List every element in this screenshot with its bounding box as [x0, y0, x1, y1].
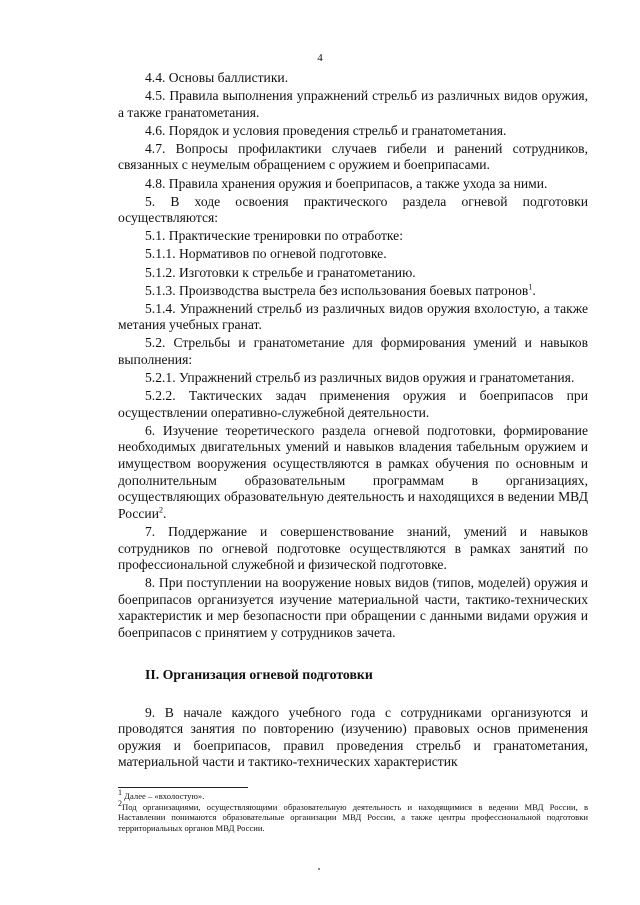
paragraph: 5. В ходе освоения практического раздела огневой подготовки осуществляются:: [118, 193, 588, 226]
paragraph: 4.4. Основы баллистики.: [145, 70, 289, 85]
paragraph: 5.1.3. Производства выстрела без использования боевых патронов$^1$.: [145, 282, 536, 298]
footnote-ref: 1: [528, 282, 533, 292]
footnote-divider: [118, 787, 248, 788]
footnote: $^1$ Далее – «вхолостую».: [118, 788, 205, 801]
footnotes: [118, 788, 588, 833]
page-number: 4: [317, 52, 323, 64]
paragraph: 5.2.2. Тактических задач применения оружия и боеприпасов при осуществлении оперативно-служебной деятельности.: [118, 388, 588, 420]
paragraph: 4.8. Правила хранения оружия и боеприпасов, а также ухода за ними.: [145, 175, 548, 191]
paragraph: 5.1.2. Изготовки к стрельбе и гранатометанию.: [145, 264, 416, 280]
paragraph: 4.5. Правила выполнения упражнений стрельб из различных видов оружия, а также гранатометания.: [118, 88, 588, 120]
paragraph: 9. В начале каждого учебного года с сотрудниками организуются и проводятся занятия по повторению (изучению) правовых основ применения оружия и боеприпасов, правил проведения стрельб и гранатометания, материальной части и тактико-технических характеристик: [118, 704, 588, 770]
paragraph: 5.2.1. Упражнений стрельб из различных видов оружия и гранатометания.: [145, 370, 575, 386]
paragraph: 4.7. Вопросы профилактики случаев гибели и ранений сотрудников, связанных с неумелым обращением с оружием и боеприпасами.: [118, 140, 588, 173]
paragraph: 7. Поддержание и совершенствование знаний, умений и навыков сотрудников по огневой подготовке осуществляются в рамках занятий по профессиональной служебной и физической подготовке.: [118, 523, 588, 573]
paragraph: 8. При поступлении на вооружение новых видов (типов, моделей) оружия и боеприпасов организуется изучение материальной части, тактико-технических характеристик и мер безопасности при обращении с данными видами оружия и боеприпасов с принятием у сотрудников зачета.: [118, 575, 588, 640]
paragraph: 5.1.4. Упражнений стрельб из различных видов оружия вхолостую, а также метания учебных гранат.: [118, 300, 588, 333]
footnote: $^2$Под организациями, осуществляющими образовательную деятельность и находящимися в ведении МВД России, в Наставлении понимаются образовательные организации МВД России, а также центры профессиональной подготовки территориальных органов МВД России.: [118, 798, 588, 833]
scan-dot: [318, 868, 320, 870]
paragraph: 6. Изучение теоретического раздела огневой подготовки, формирование необходимых двигательных умений и навыков владения табельным оружием и имуществом вооружения осуществляются в рамках обучения по основным и дополнительным образовательным программам в организациях, осуществляющих образовательную деятельность и находящихся в ведении МВД России$^2$.: [118, 422, 588, 521]
document-body: [118, 70, 588, 771]
paragraph: 5.1. Практические тренировки по отработке:: [145, 228, 403, 244]
paragraph-list-before: [118, 70, 588, 642]
section-title: II. Организация огневой подготовки: [145, 666, 373, 682]
paragraph: 5.2. Стрельбы и гранатометание для формирования умений и навыков выполнения:: [118, 335, 588, 367]
paragraph: 4.6. Порядок и условия проведения стрельб и гранатометания.: [145, 122, 507, 138]
footnote-ref: 2: [158, 505, 163, 515]
paragraph-list-after: [118, 705, 588, 771]
paragraph: 5.1.1. Нормативов по огневой подготовке.: [145, 246, 387, 262]
